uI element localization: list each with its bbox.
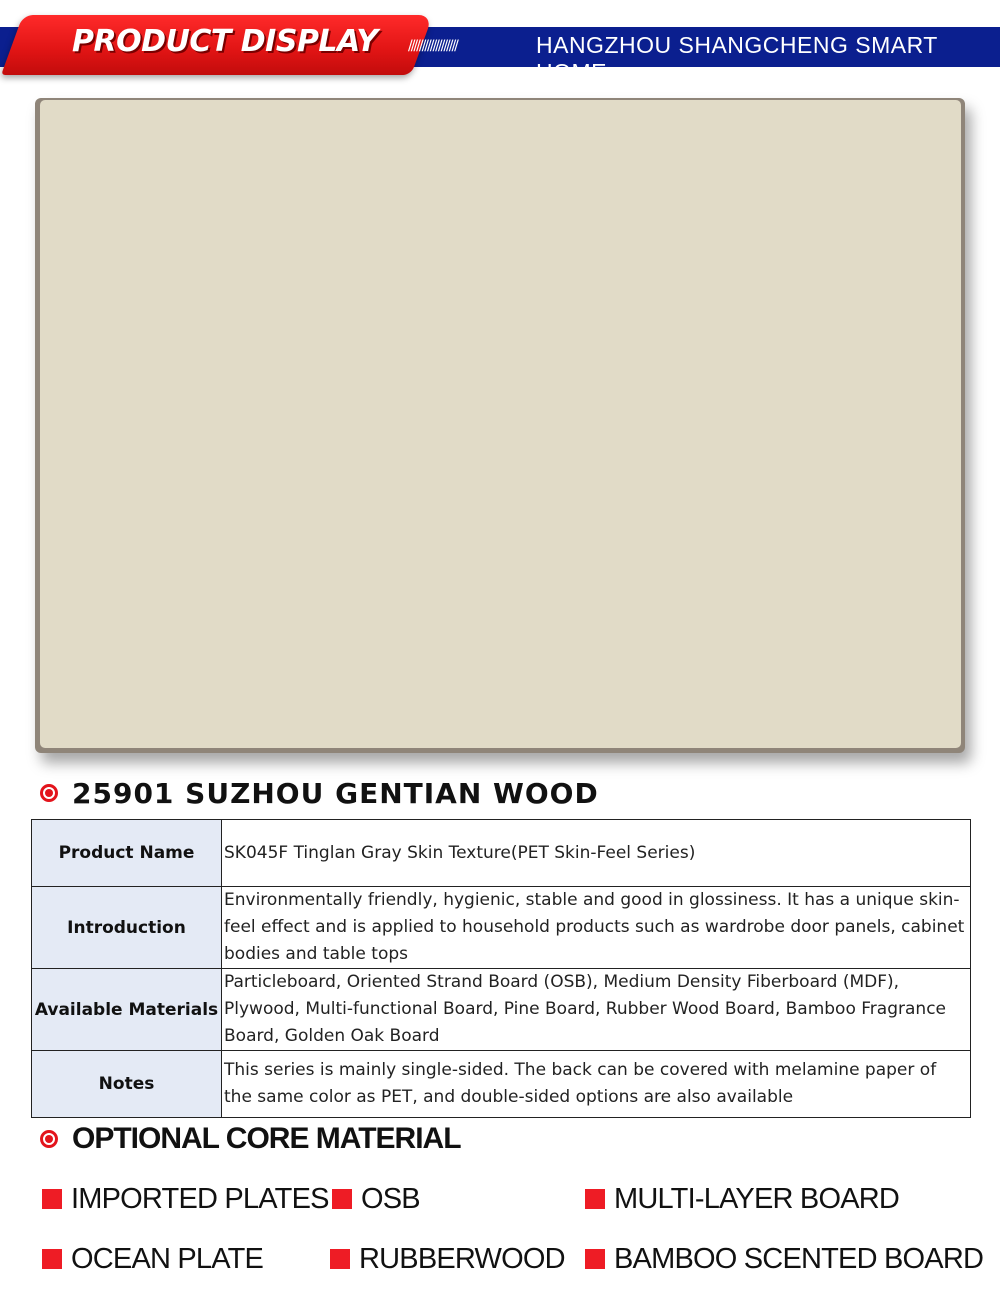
spec-value: Environmentally friendly, hygienic, stable and good in glossiness. It has a unique skin-feel effect and is applied to household products such as wardrobe door panels, cabinet bodies and table tops	[222, 887, 971, 969]
banner-badge-title: PRODUCT DISPLAY	[72, 24, 378, 59]
core-item-label: MULTI-LAYER BOARD	[614, 1182, 900, 1215]
spec-label: Introduction	[32, 887, 222, 969]
header-banner	[0, 0, 1000, 85]
core-section-title: OPTIONAL CORE MATERIAL	[72, 1122, 461, 1155]
core-item-label: RUBBERWOOD	[359, 1242, 565, 1275]
spec-label: Available Materials	[32, 969, 222, 1051]
spec-table	[31, 819, 971, 1118]
target-bullet-icon	[40, 784, 58, 802]
core-item	[585, 1181, 899, 1217]
core-item	[42, 1241, 263, 1277]
table-row	[32, 820, 971, 887]
red-square-icon	[585, 1249, 605, 1269]
table-row	[32, 887, 971, 969]
core-section-title-row	[40, 1122, 461, 1156]
spec-label: Product Name	[32, 820, 222, 887]
spec-label: Notes	[32, 1051, 222, 1118]
core-item-label: BAMBOO SCENTED BOARD	[614, 1242, 984, 1275]
core-item	[42, 1181, 329, 1217]
red-square-icon	[330, 1249, 350, 1269]
core-item-label: OCEAN PLATE	[71, 1242, 264, 1275]
red-square-icon	[42, 1189, 62, 1209]
core-item	[585, 1241, 983, 1277]
banner-slashes: //////////////////	[408, 38, 457, 54]
company-name: HANGZHOU SHANGCHENG SMART HOME	[536, 32, 938, 85]
red-square-icon	[332, 1189, 352, 1209]
core-item-label: OSB	[361, 1182, 420, 1215]
product-title-row	[40, 776, 599, 810]
table-row	[32, 969, 971, 1051]
core-item-label: IMPORTED PLATES	[71, 1182, 329, 1215]
product-title: 25901 SUZHOU GENTIAN WOOD	[72, 776, 599, 810]
core-item	[332, 1181, 420, 1217]
target-bullet-icon	[40, 1130, 58, 1148]
spec-value: SK045F Tinglan Gray Skin Texture(PET Skin-Feel Series)	[222, 820, 971, 887]
red-square-icon	[42, 1249, 62, 1269]
product-swatch-frame	[35, 98, 965, 753]
product-swatch	[40, 100, 961, 748]
red-square-icon	[585, 1189, 605, 1209]
table-row	[32, 1051, 971, 1118]
spec-value: This series is mainly single-sided. The back can be covered with melamine paper of the same color as PET, and double-sided options are also available	[222, 1051, 971, 1118]
spec-value: Particleboard, Oriented Strand Board (OSB), Medium Density Fiberboard (MDF), Plywood, Multi-functional Board, Pine Board, Rubber Wood Board, Bamboo Fragrance Board, Golden Oak Board	[222, 969, 971, 1051]
core-item	[330, 1241, 565, 1277]
